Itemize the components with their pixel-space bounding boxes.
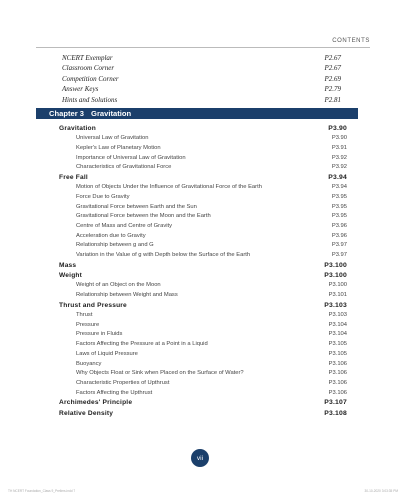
entry-page: P3.106 [328, 389, 347, 396]
entry-label: Variation in the Value of g with Depth below the Surface of the Earth [76, 252, 251, 259]
entry-label: Kepler's Law of Planetary Motion [76, 144, 161, 151]
toc-subsection-row [59, 232, 347, 242]
entry-page: P3.100 [324, 272, 347, 280]
entry-label: Answer Keys [62, 85, 99, 94]
toc-section-row [59, 261, 347, 271]
toc-section-row [59, 398, 347, 408]
toc-subsection-row [59, 340, 347, 350]
entry-page: P2.67 [324, 64, 341, 73]
toc-subsection-row [59, 222, 347, 232]
toc-subsection-row [59, 321, 347, 331]
toc-subsection-row [59, 193, 347, 203]
toc-section-row [59, 271, 347, 281]
toc-subsection-row [59, 281, 347, 291]
toc-subsection-row [59, 203, 347, 213]
toc-subsection-row [59, 360, 347, 370]
toc-subsection-row [59, 291, 347, 301]
entry-page: P3.103 [328, 312, 347, 319]
entry-page: P2.67 [324, 54, 341, 62]
entry-page: P3.95 [331, 203, 347, 210]
header-rule [36, 47, 370, 48]
entry-label: Mass [59, 261, 77, 269]
toc-entry [62, 95, 341, 105]
toc-entry [62, 84, 341, 94]
entry-page: P3.97 [331, 242, 347, 249]
entry-label: Relative Density [59, 409, 114, 417]
entry-label: Archimedes' Principle [59, 399, 133, 407]
entry-label: NCERT Exemplar [62, 54, 113, 62]
entry-page: P3.104 [328, 321, 347, 328]
toc-subsection-row [59, 154, 347, 164]
entry-page: P3.106 [328, 360, 347, 367]
toc-section-row [59, 173, 347, 183]
toc-subsection-row [59, 134, 347, 144]
entry-page: P3.94 [331, 184, 347, 191]
entry-page: P3.94 [328, 174, 347, 182]
entry-label: Centre of Mass and Centre of Gravity [76, 223, 173, 230]
entry-label: Pressure [76, 321, 100, 328]
toc-subsection-row [59, 144, 347, 154]
entry-label: Pressure in Fluids [76, 331, 123, 338]
entry-page: P3.90 [328, 125, 347, 132]
entry-page: P3.101 [328, 292, 347, 299]
toc-section-row [59, 124, 347, 134]
chapter-toc [59, 124, 347, 419]
previous-chapter-entries [62, 53, 341, 105]
entry-label: Thrust [76, 312, 93, 319]
entry-page: P3.96 [331, 223, 347, 230]
entry-label: Hints and Solutions [62, 95, 118, 104]
entry-page: P3.92 [331, 154, 347, 161]
entry-page: P3.95 [331, 194, 347, 201]
entry-label: Weight [59, 272, 83, 280]
entry-label: Competition Corner [62, 74, 119, 83]
entry-page: P3.91 [331, 144, 347, 151]
toc-subsection-row [59, 369, 347, 379]
toc-subsection-row [59, 212, 347, 222]
entry-label: Gravitation [59, 125, 97, 132]
chapter-number: Chapter 3 [49, 109, 85, 118]
toc-section-row [59, 409, 347, 419]
toc-entry [62, 74, 341, 84]
entry-page: P3.108 [324, 409, 347, 417]
entry-label: Free Fall [59, 174, 88, 182]
toc-subsection-row [59, 251, 347, 261]
entry-label: Acceleration due to Gravity [76, 232, 146, 239]
print-slug-date: 30-10-2020 3:03:35 PM [364, 489, 398, 493]
entry-label: Characteristics of Gravitational Force [76, 164, 172, 171]
toc-entry [62, 53, 341, 63]
entry-page: P2.81 [324, 95, 341, 104]
toc-subsection-row [59, 379, 347, 389]
entry-label: Classroom Corner [62, 64, 115, 73]
entry-label: Relationship between Weight and Mass [76, 292, 178, 299]
toc-section-row [59, 301, 347, 311]
toc-subsection-row [59, 311, 347, 321]
page-number: vii [191, 449, 209, 467]
toc-subsection-row [59, 241, 347, 251]
entry-page: P3.105 [328, 341, 347, 348]
entry-label: Factors Affecting the Pressure at a Point in a Liquid [76, 341, 208, 348]
entry-page: P3.96 [331, 232, 347, 239]
toc-subsection-row [59, 350, 347, 360]
toc-subsection-row [59, 330, 347, 340]
entry-page: P3.106 [328, 379, 347, 386]
entry-label: Force Due to Gravity [76, 194, 130, 201]
toc-subsection-row [59, 183, 347, 193]
entry-page: P3.104 [328, 331, 347, 338]
chapter-heading [36, 108, 358, 119]
entry-page: P2.69 [324, 74, 341, 83]
entry-label: Universal Law of Gravitation [76, 135, 149, 142]
entry-page: P2.79 [324, 85, 341, 94]
entry-label: Relationship between g and G [76, 242, 154, 249]
entry-label: Why Objects Float or Sink when Placed on the Surface of Water? [76, 370, 244, 377]
entry-page: P3.106 [328, 370, 347, 377]
entry-label: Buoyancy [76, 360, 102, 367]
toc-subsection-row [59, 389, 347, 399]
entry-page: P3.105 [328, 350, 347, 357]
entry-label: Importance of Universal Law of Gravitation [76, 154, 186, 161]
print-slug-file: TH NCERT Foundation_Class 9_Prelims.indd 7 [8, 489, 76, 493]
entry-page: P3.103 [324, 301, 347, 309]
entry-label: Weight of an Object on the Moon [76, 282, 161, 289]
toc-entry [62, 63, 341, 73]
entry-label: Gravitational Force between Earth and the Sun [76, 203, 197, 210]
entry-label: Factors Affecting the Upthrust [76, 389, 153, 396]
entry-page: P3.100 [324, 261, 347, 269]
entry-page: P3.97 [331, 252, 347, 259]
entry-page: P3.95 [331, 213, 347, 220]
entry-page: P3.107 [324, 399, 347, 407]
entry-page: P3.100 [328, 282, 347, 289]
entry-page: P3.92 [331, 164, 347, 171]
toc-subsection-row [59, 163, 347, 173]
running-header: CONTENTS [332, 38, 370, 44]
entry-page: P3.90 [331, 135, 347, 142]
chapter-title: Gravitation [91, 109, 132, 118]
entry-label: Motion of Objects Under the Influence of Gravitational Force of the Earth [76, 184, 262, 191]
entry-label: Laws of Liquid Pressure [76, 350, 138, 357]
entry-label: Characteristic Properties of Upthrust [76, 379, 170, 386]
entry-label: Gravitational Force between the Moon and the Earth [76, 213, 211, 220]
entry-label: Thrust and Pressure [59, 301, 127, 309]
